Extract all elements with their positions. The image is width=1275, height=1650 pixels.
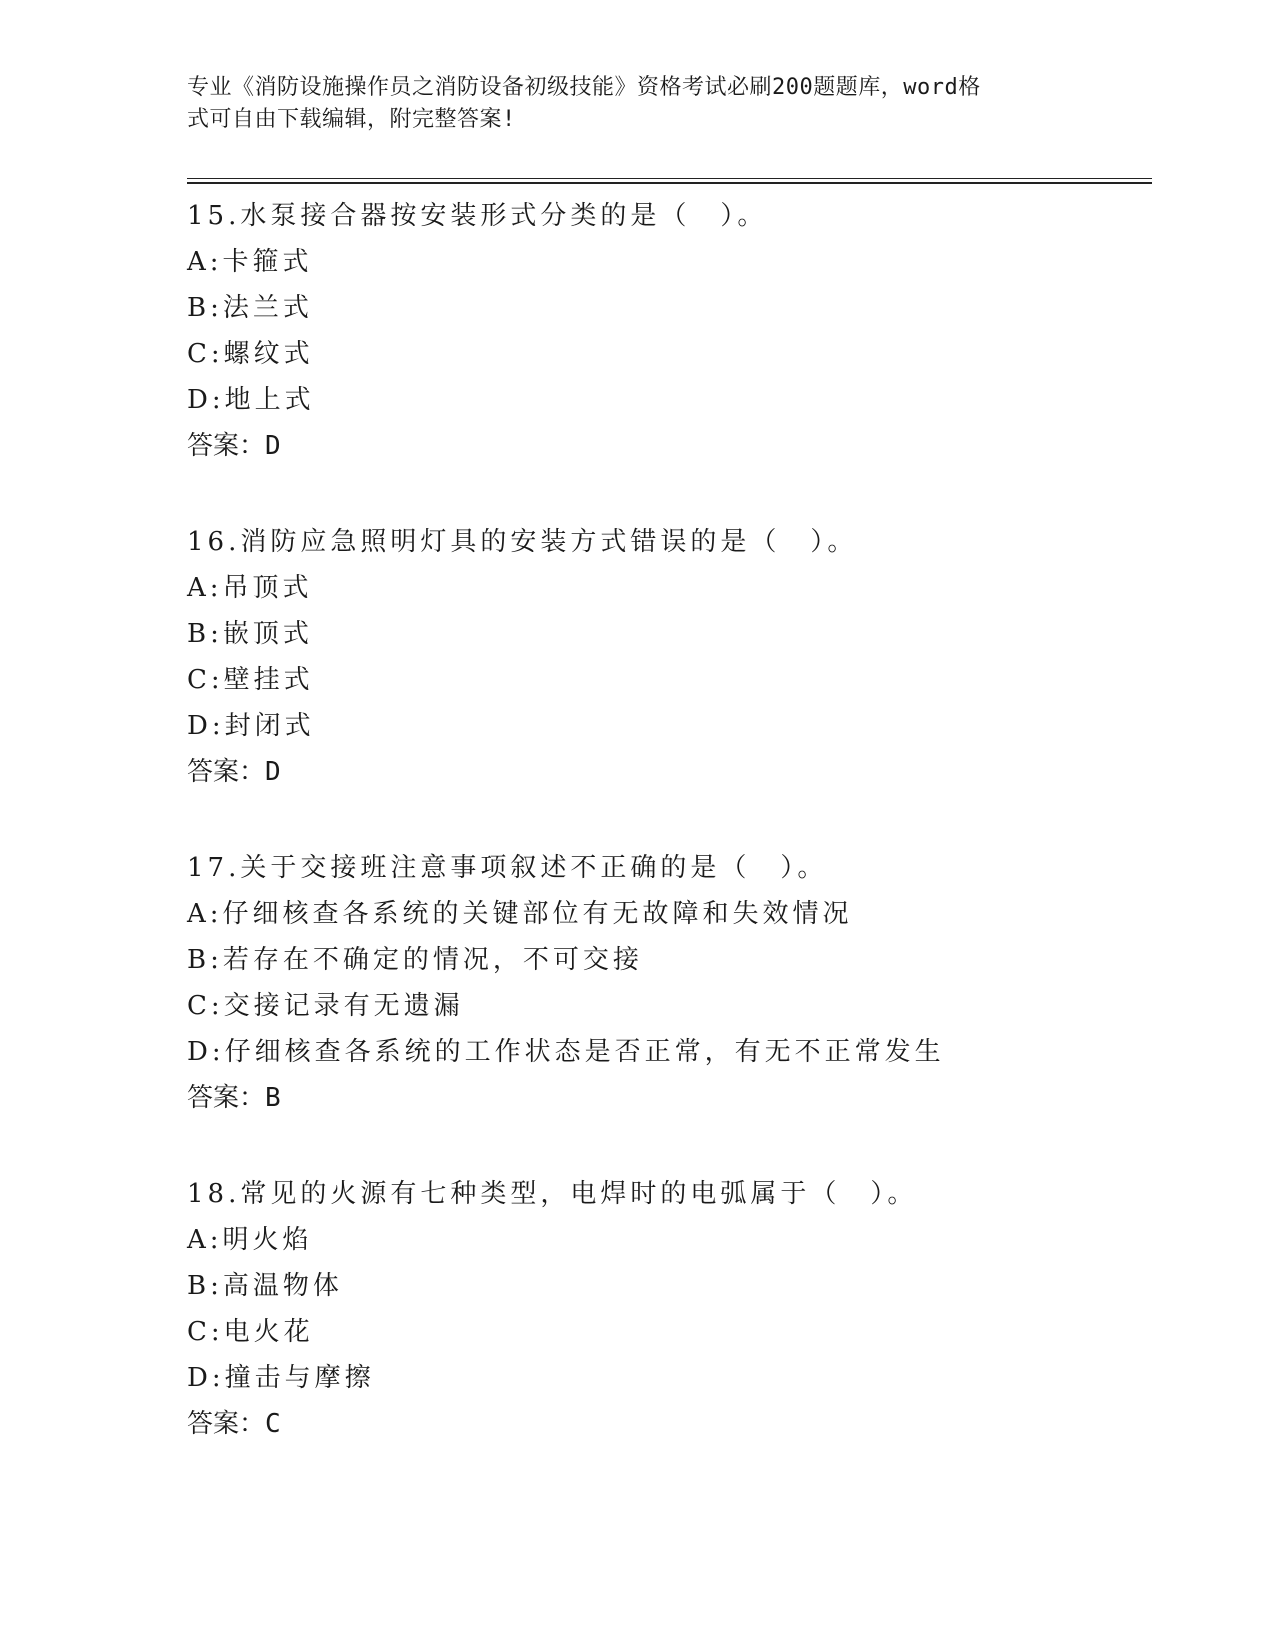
question-stem: 18.常见的火源有七种类型，电焊时的电弧属于（ ）。	[187, 1179, 918, 1209]
option-c: C:电火花	[187, 1317, 314, 1347]
question-18	[187, 1171, 1152, 1447]
header-line-1: 专业《消防设施操作员之消防设备初级技能》资格考试必刷200题题库，word格	[187, 75, 981, 100]
option-b: B:法兰式	[187, 293, 313, 323]
question-stem: 15.水泵接合器按安装形式分类的是（ ）。	[187, 201, 768, 231]
question-list	[187, 193, 1152, 1497]
question-15	[187, 193, 1152, 469]
option-c: C:交接记录有无遗漏	[187, 991, 464, 1021]
question-stem: 16.消防应急照明灯具的安装方式错误的是（ ）。	[187, 527, 858, 557]
option-c: C:螺纹式	[187, 339, 314, 369]
option-d: D:地上式	[187, 385, 315, 415]
document-header	[187, 72, 1067, 136]
header-line-2: 式可自由下载编辑，附完整答案!	[187, 107, 516, 132]
answer-line: 答案：D	[187, 757, 281, 787]
answer-line: 答案：D	[187, 431, 281, 461]
question-16	[187, 519, 1152, 795]
option-b: B:高温物体	[187, 1271, 343, 1301]
question-stem: 17.关于交接班注意事项叙述不正确的是（ ）。	[187, 853, 828, 883]
option-a: A:吊顶式	[187, 573, 313, 603]
option-b: B:若存在不确定的情况，不可交接	[187, 945, 643, 975]
question-17	[187, 845, 1152, 1121]
header-divider-thin	[187, 178, 1152, 179]
answer-line: 答案：B	[187, 1083, 281, 1113]
header-divider-thick	[187, 182, 1152, 184]
option-c: C:壁挂式	[187, 665, 314, 695]
option-a: A:明火焰	[187, 1225, 313, 1255]
option-d: D:撞击与摩擦	[187, 1363, 375, 1393]
option-a: A:卡箍式	[187, 247, 313, 277]
option-d: D:封闭式	[187, 711, 315, 741]
option-a: A:仔细核查各系统的关键部位有无故障和失效情况	[187, 899, 853, 929]
answer-line: 答案：C	[187, 1409, 281, 1439]
option-b: B:嵌顶式	[187, 619, 313, 649]
option-d: D:仔细核查各系统的工作状态是否正常，有无不正常发生	[187, 1037, 945, 1067]
